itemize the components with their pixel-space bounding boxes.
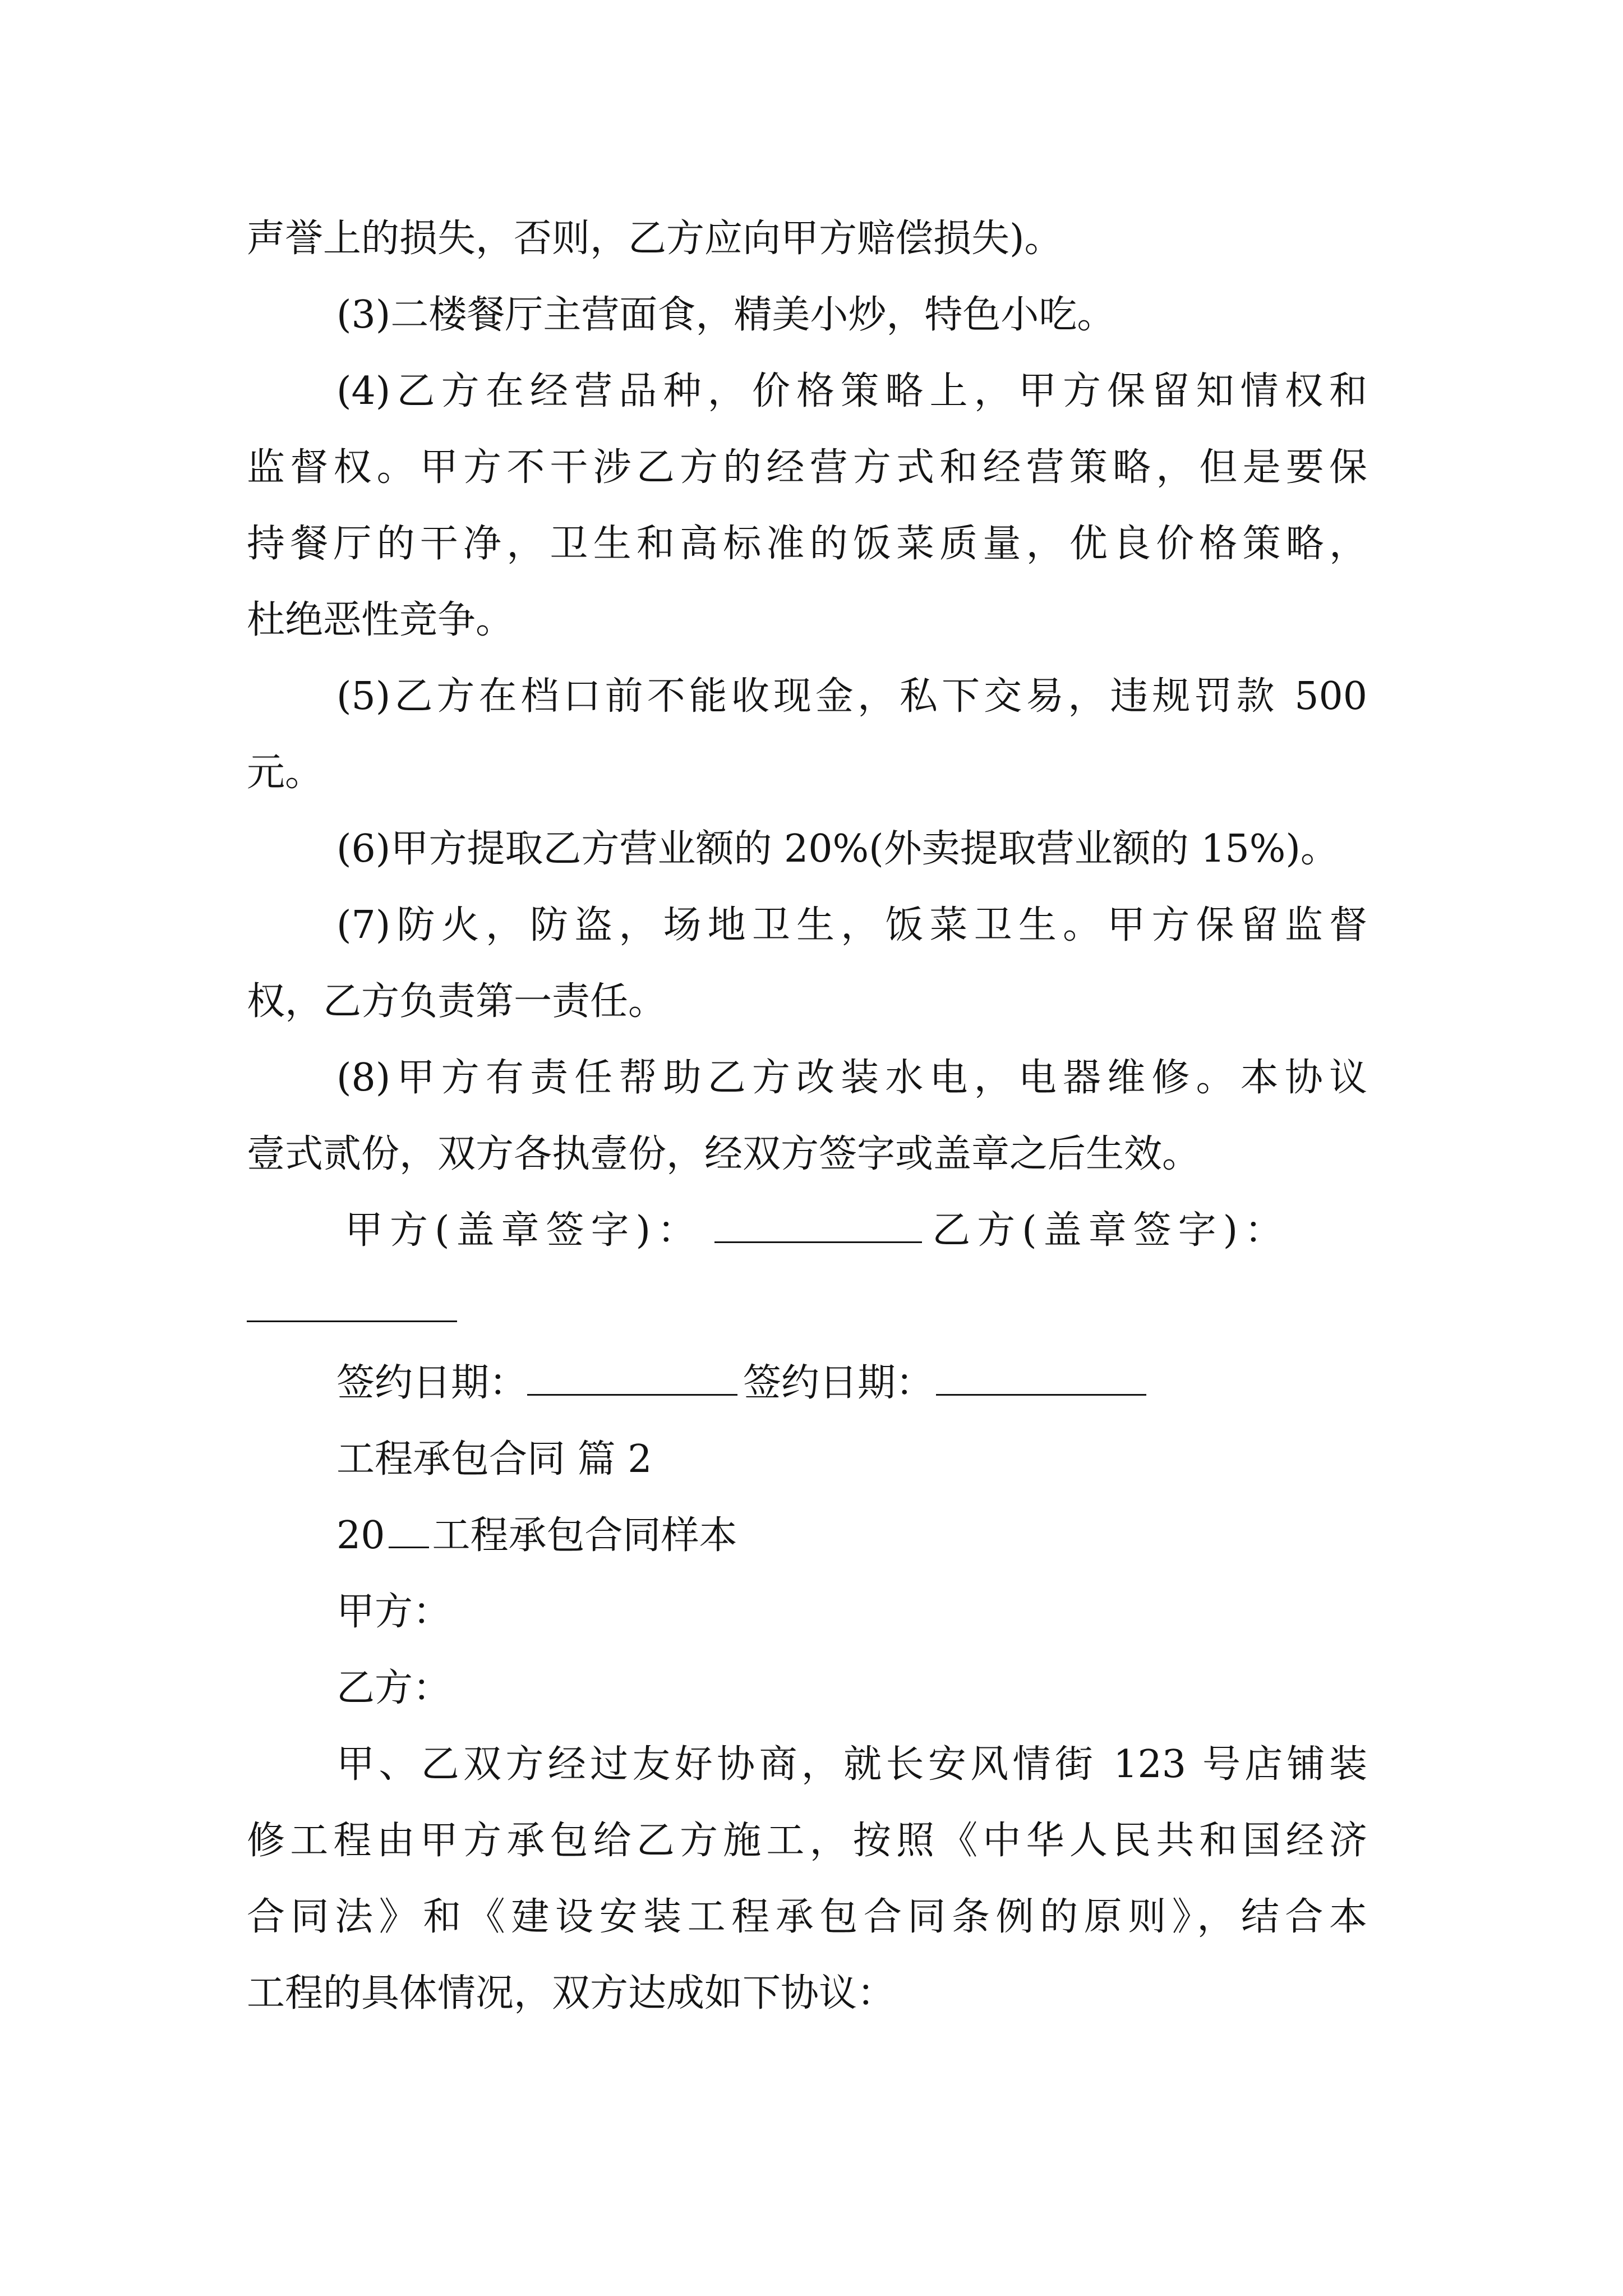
body-line: 工程的具体情况，双方达成如下协议： (247, 1971, 896, 2016)
party-b-line: 乙方： (336, 1666, 451, 1710)
date-label-a: 签约日期： (336, 1361, 528, 1405)
clause-6: (6)甲方提取乙方营业额的 20%(外卖提取营业额的 15%)。 (336, 827, 1339, 871)
clause-7: (7)防火，防盗，场地卫生，饭菜卫生。甲方保留监督 (336, 903, 1367, 947)
paragraph-line: 监督权。甲方不干涉乙方的经营方式和经营策略，但是要保 (247, 445, 1367, 490)
year-blank (389, 1547, 429, 1548)
paragraph-line: 杜绝恶性竞争。 (247, 598, 514, 642)
body-line: 修工程由甲方承包给乙方施工，按照《中华人民共和国经济 (247, 1819, 1367, 1863)
signature-line (345, 1208, 1290, 1253)
party-a-line: 甲方： (336, 1590, 451, 1634)
date-a-blank (527, 1394, 737, 1396)
date-label-b: 签约日期： (743, 1361, 934, 1405)
clause-5: (5)乙方在档口前不能收现金，私下交易，违规罚款 500 (336, 674, 1367, 719)
body-line: 合同法》和《建设安装工程承包合同条例的原则》，结合本 (247, 1895, 1367, 1939)
clause-4: (4)乙方在经营品种，价格策略上，甲方保留知情权和 (336, 369, 1367, 413)
signing-date-line (336, 1361, 1146, 1405)
clause-3: (3)二楼餐厅主营面食，精美小炒，特色小吃。 (336, 293, 1115, 337)
party-a-signature-label: 甲方(盖章签字)： (345, 1208, 703, 1253)
title-text: 工程承包合同样本 (432, 1513, 737, 1558)
party-b-signature-label: 乙方(盖章签字)： (932, 1208, 1290, 1253)
clause-8: (8)甲方有责任帮助乙方改装水电，电器维修。本协议 (336, 1056, 1367, 1100)
paragraph-line: 声誉上的损失，否则，乙方应向甲方赔偿损失)。 (247, 217, 1063, 261)
section-heading: 工程承包合同 篇 2 (336, 1437, 652, 1481)
body-line: 甲、乙双方经过友好协商，就长安风情街 123 号店铺装 (336, 1742, 1367, 1787)
contract-title (336, 1513, 737, 1558)
party-a-signature-blank (714, 1241, 922, 1243)
paragraph-line: 权，乙方负责第一责任。 (247, 979, 667, 1024)
title-year: 20 (336, 1513, 385, 1558)
paragraph-line: 持餐厅的干净，卫生和高标准的饭菜质量，优良价格策略， (247, 522, 1367, 566)
date-b-blank (936, 1394, 1146, 1396)
paragraph-line: 壹式贰份，双方各执壹份，经双方签字或盖章之后生效。 (247, 1132, 1201, 1176)
party-b-signature-blank (247, 1320, 457, 1322)
paragraph-line: 元。 (247, 751, 324, 795)
